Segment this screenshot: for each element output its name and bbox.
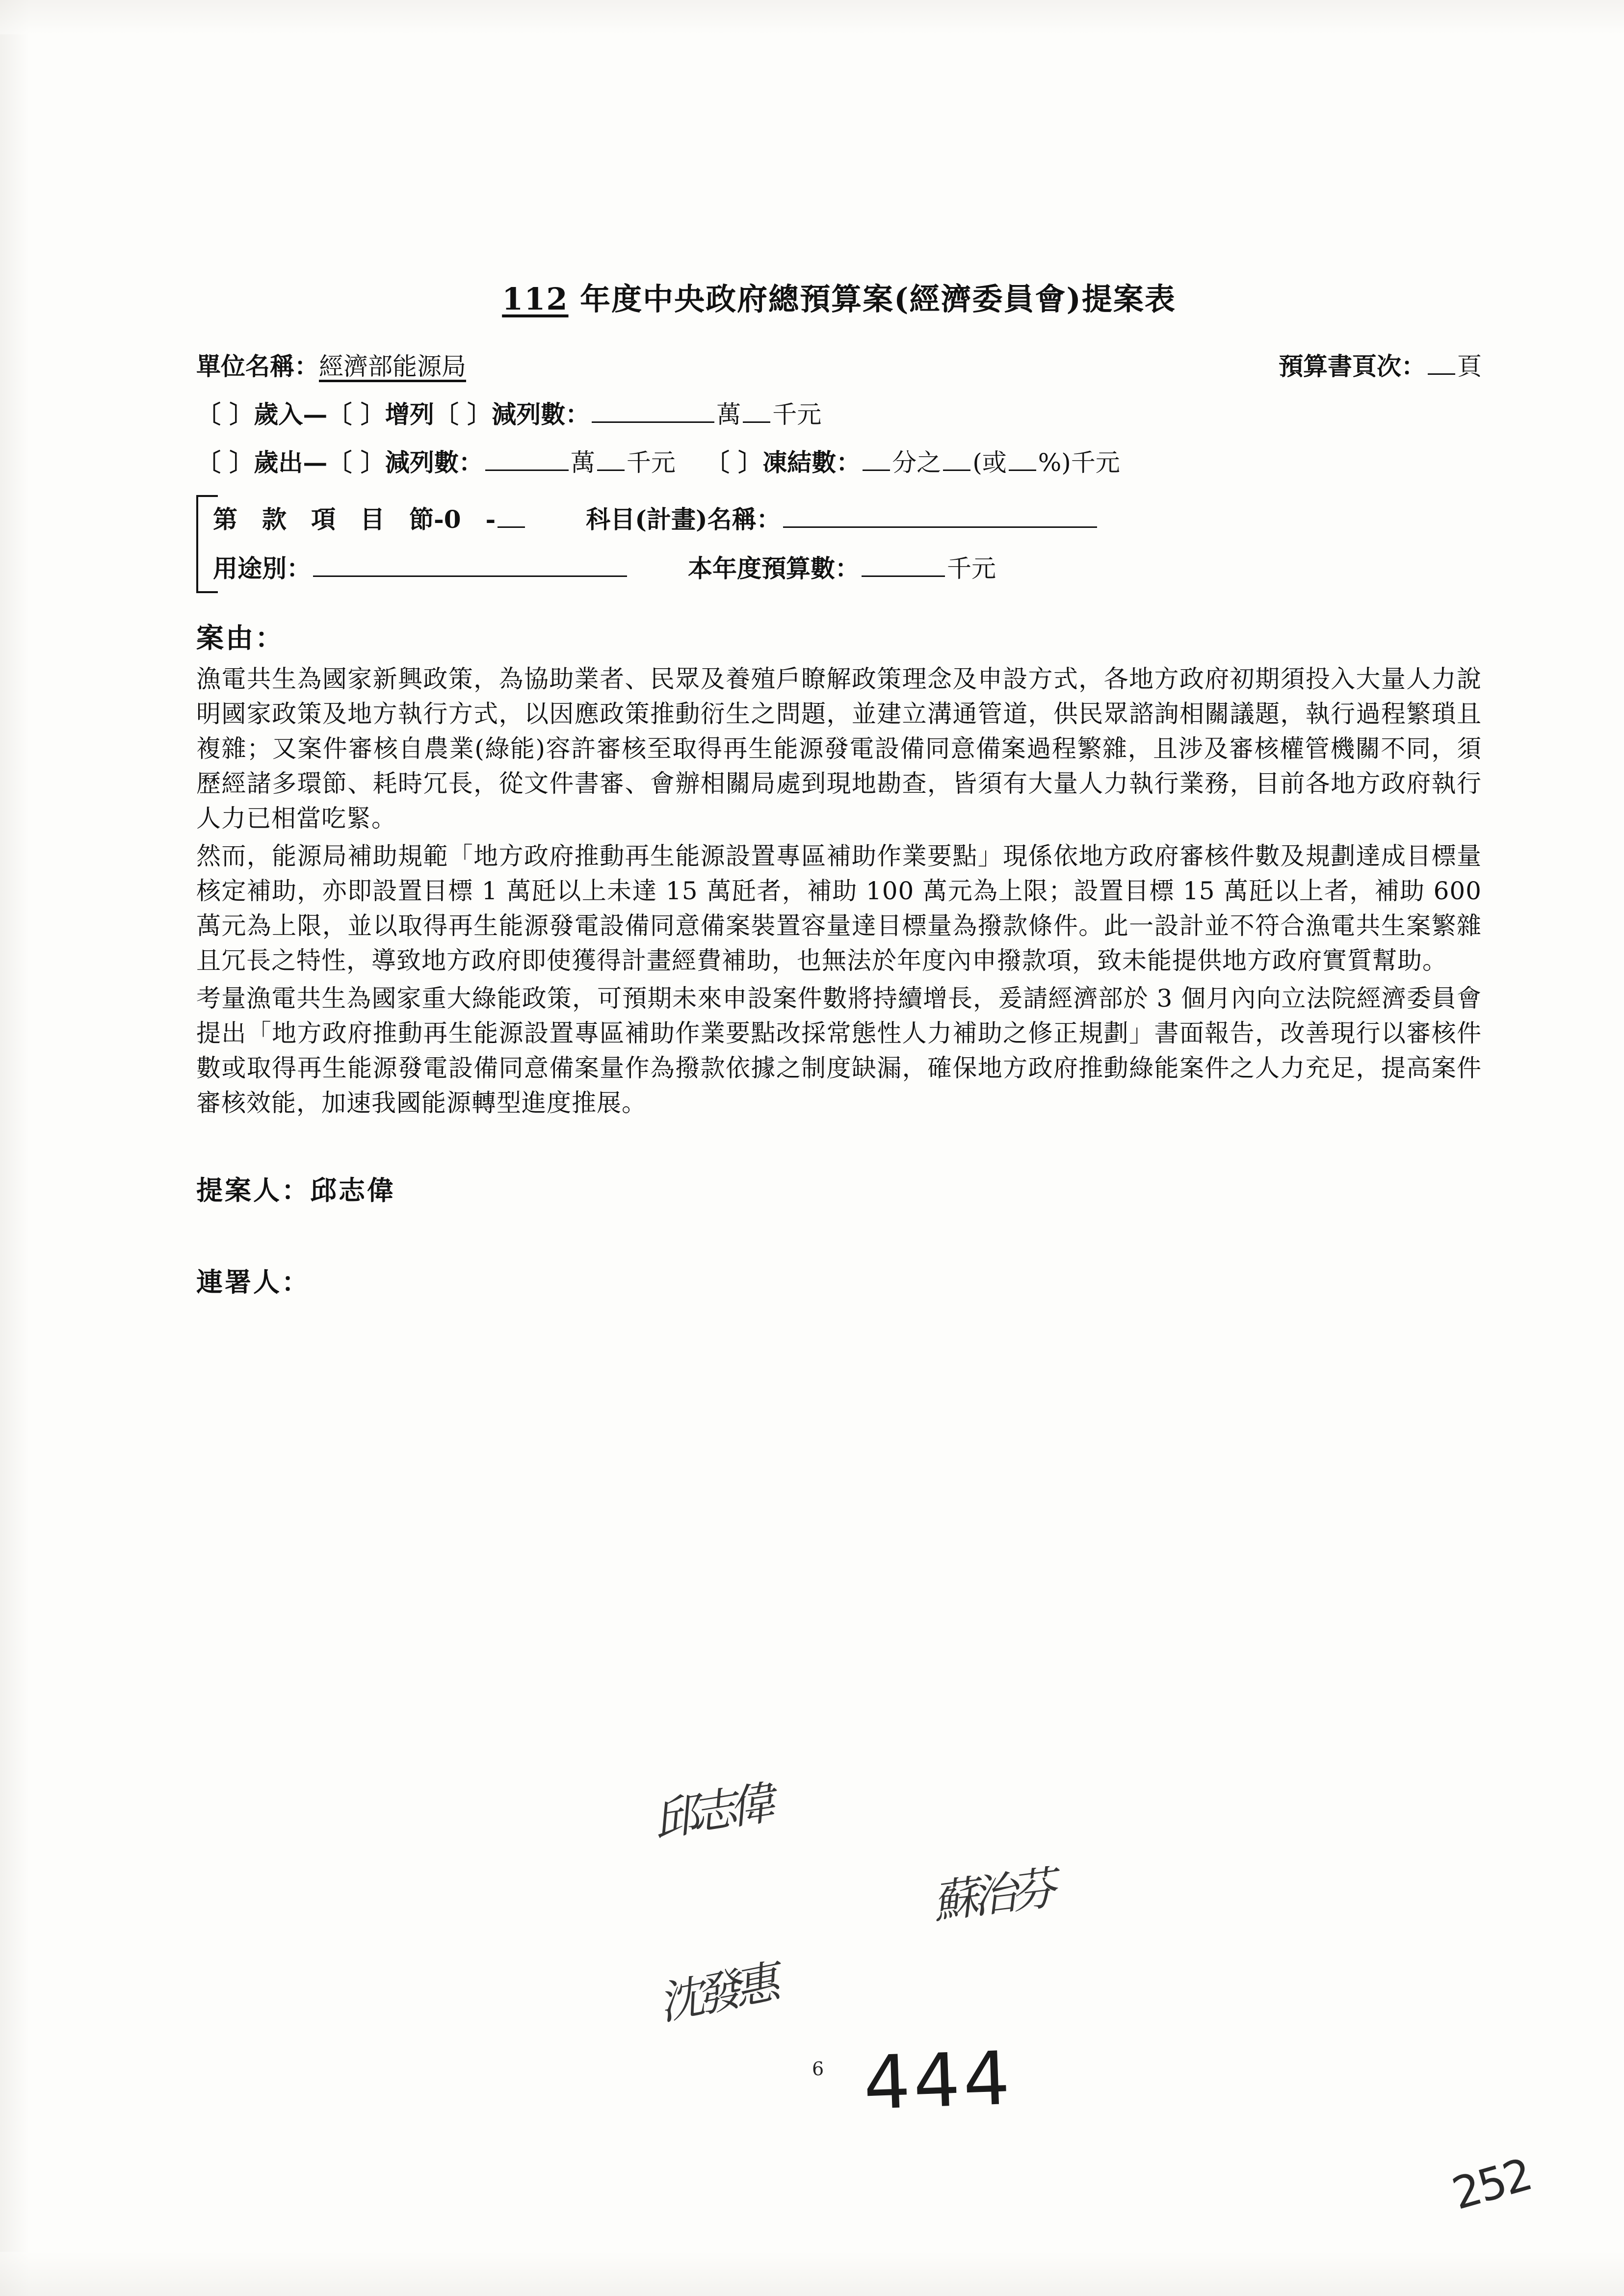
purpose-value-blank xyxy=(313,575,627,577)
purpose-label: 用途別： xyxy=(213,554,311,583)
expense-thousand-blank xyxy=(597,470,625,471)
page-title xyxy=(196,275,1482,318)
freeze-percent-blank xyxy=(1009,470,1036,471)
freeze-denominator-blank xyxy=(943,470,970,471)
unit-row xyxy=(196,347,1482,382)
revenue-amount-blank xyxy=(592,421,714,423)
document-content xyxy=(196,275,1482,1353)
budget-page-blank xyxy=(1428,373,1455,375)
revenue-row xyxy=(196,395,1482,430)
expense-amount-blank xyxy=(485,470,569,471)
cosigner-row xyxy=(196,1261,1482,1299)
expense-unit-wan: 萬 xyxy=(570,448,595,477)
page-title-rest: 年度中央政府總預算案(經濟委員會)提案表 xyxy=(568,281,1176,317)
budget-amount-blank xyxy=(862,575,945,577)
cosigner-label: 連署人： xyxy=(196,1266,310,1298)
freeze-label: 〔 〕凍結數： xyxy=(705,448,861,477)
handwritten-signature-3: 沈發惠 xyxy=(654,1957,777,2031)
unit-value: 經濟部能源局 xyxy=(319,352,466,381)
expense-label: 〔 〕歲出—〔 〕減列數： xyxy=(196,448,483,477)
page-title-year: 112 xyxy=(502,281,569,317)
freeze-percent-unit: %)千元 xyxy=(1038,448,1120,477)
expense-row xyxy=(196,443,1482,478)
proposer-row xyxy=(196,1170,1482,1207)
corner-number: 252 xyxy=(1446,2149,1537,2220)
scan-edge-top xyxy=(0,0,1624,34)
subject-label: 科目(計畫)名稱： xyxy=(586,505,781,534)
proposer-label: 提案人： xyxy=(196,1174,310,1206)
handwritten-signature-1: 邱志偉 xyxy=(650,1777,772,1847)
budget-amount-unit: 千元 xyxy=(947,554,996,583)
revenue-label: 〔 〕歲入—〔 〕增列〔 〕減列數： xyxy=(196,400,590,429)
page-number: 6 xyxy=(812,2058,824,2080)
proposer-name: 邱志偉 xyxy=(310,1174,395,1206)
account-code-label: 第 款 項 目 節-0 - xyxy=(213,505,496,534)
expense-unit-thousand: 千元 xyxy=(626,448,676,477)
reason-paragraph-2: 然而，能源局補助規範「地方政府推動再生能源設置專區補助作業要點」現係依地方政府審核件數及規劃達成目標量核定補助，亦即設置目標 1 萬瓩以上未達 15 萬瓩者，補助 100 萬元為上限；設置目標 15 萬瓩以上者，補助 600 萬元為上限，並以取得再生能源發電設備同意備案裝置容量達目標量為撥款條件。此一設計並不符合漁電共生案繁雜且冗長之特性，導致地方政府即使獲得計畫經費補助，也無法於年度內申撥款項，致未能提供地方政府實質幫助。 xyxy=(196,842,1482,975)
purpose-row xyxy=(213,544,1482,593)
scan-edge-left xyxy=(0,0,29,2296)
revenue-unit-thousand: 千元 xyxy=(772,400,822,429)
budget-page-label: 預算書頁次： xyxy=(1279,352,1426,381)
budget-amount-label: 本年度預算數： xyxy=(688,554,860,583)
budget-page-unit: 頁 xyxy=(1457,352,1482,381)
account-code-blank xyxy=(498,526,525,528)
stamp-number: 444 xyxy=(862,2035,1015,2127)
reason-section-label: 案由： xyxy=(196,622,285,654)
freeze-or: (或 xyxy=(972,448,1007,477)
account-bracket-block xyxy=(196,495,1482,593)
freeze-numerator-blank xyxy=(863,470,890,471)
unit-label: 單位名稱： xyxy=(196,352,319,381)
freeze-mid: 分之 xyxy=(892,448,942,477)
reason-paragraph-3: 考量漁電共生為國家重大綠能政策，可預期未來申設案件數將持續增長，爰請經濟部於 3 個月內向立法院經濟委員會提出「地方政府推動再生能源設置專區補助作業要點改採常態性人力補助之修正規劃」書面報告，改善現行以審核件數或取得再生能源發電設備同意備案量作為撥款依據之制度缺漏，確保地方政府推動綠能案件之人力充足，提高案件審核效能，加速我國能源轉型進度推展。 xyxy=(196,984,1482,1117)
subject-value-blank xyxy=(783,526,1097,528)
account-row xyxy=(213,495,1482,544)
handwritten-signature-2: 蘇治芬 xyxy=(930,1862,1053,1929)
reason-paragraph-1: 漁電共生為國家新興政策，為協助業者、民眾及養殖戶瞭解政策理念及申設方式，各地方政府初期須投入大量人力說明國家政策及地方執行方式，以因應政策推動衍生之問題，並建立溝通管道，供民眾諮詢相關議題，執行過程繁瑣且複雜；又案件審核自農業(綠能)容許審核至取得再生能源發電設備同意備案過程繁雜，且涉及審核權管機關不同，須歷經諸多環節、耗時冗長，從文件書審、會辦相關局處到現地勘查，皆須有大量人力執行業務，目前各地方政府執行人力已相當吃緊。 xyxy=(196,665,1482,833)
revenue-unit-wan: 萬 xyxy=(716,400,741,429)
revenue-thousand-blank xyxy=(743,421,770,423)
signature-block xyxy=(196,1170,1482,1299)
scan-edge-bottom xyxy=(0,2252,1624,2296)
